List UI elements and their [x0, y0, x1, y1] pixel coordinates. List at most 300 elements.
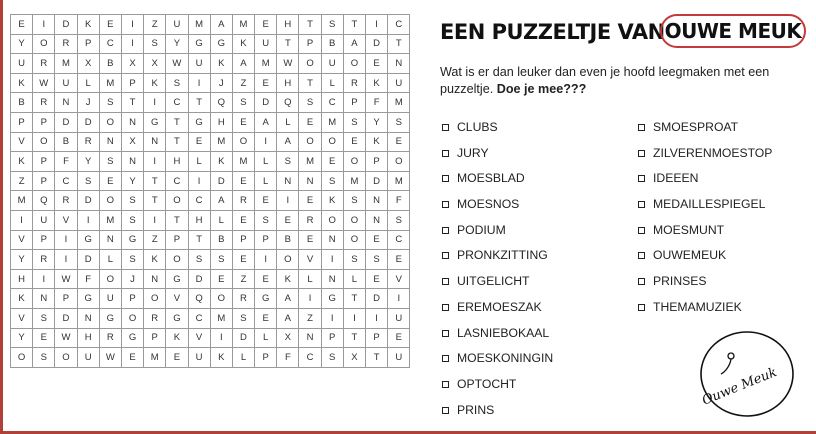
grid-cell[interactable]: O [99, 191, 121, 211]
grid-cell[interactable]: C [99, 34, 121, 54]
checkbox-icon[interactable] [442, 124, 449, 131]
grid-cell[interactable]: Y [11, 34, 33, 54]
grid-cell[interactable]: O [55, 348, 77, 368]
grid-cell[interactable]: M [255, 54, 277, 74]
grid-cell[interactable]: O [33, 34, 55, 54]
grid-cell[interactable]: M [343, 171, 365, 191]
grid-cell[interactable]: E [388, 328, 410, 348]
grid-cell[interactable]: K [366, 73, 388, 93]
grid-cell[interactable]: T [166, 210, 188, 230]
grid-cell[interactable]: P [11, 112, 33, 132]
grid-cell[interactable]: Y [11, 328, 33, 348]
checkbox-icon[interactable] [638, 252, 645, 259]
grid-cell[interactable]: E [11, 15, 33, 35]
grid-cell[interactable]: S [121, 191, 143, 211]
grid-cell[interactable]: W [277, 54, 299, 74]
grid-cell[interactable]: I [33, 269, 55, 289]
grid-cell[interactable]: K [232, 34, 254, 54]
grid-cell[interactable]: O [11, 348, 33, 368]
grid-cell[interactable]: I [33, 15, 55, 35]
grid-cell[interactable]: K [166, 328, 188, 348]
grid-cell[interactable]: I [55, 230, 77, 250]
grid-cell[interactable]: E [255, 269, 277, 289]
grid-cell[interactable]: B [210, 230, 232, 250]
grid-cell[interactable]: V [11, 132, 33, 152]
grid-cell[interactable]: U [33, 210, 55, 230]
grid-cell[interactable]: F [55, 152, 77, 172]
grid-cell[interactable]: A [277, 132, 299, 152]
grid-cell[interactable]: T [343, 328, 365, 348]
grid-cell[interactable]: U [77, 348, 99, 368]
grid-cell[interactable]: Z [299, 308, 321, 328]
grid-cell[interactable]: E [188, 132, 210, 152]
grid-cell[interactable]: U [255, 34, 277, 54]
grid-cell[interactable]: I [77, 210, 99, 230]
checkbox-icon[interactable] [442, 407, 449, 414]
grid-cell[interactable]: J [210, 73, 232, 93]
grid-cell[interactable]: M [144, 348, 166, 368]
grid-cell[interactable]: X [121, 132, 143, 152]
checkbox-icon[interactable] [442, 330, 449, 337]
grid-cell[interactable]: L [99, 250, 121, 270]
grid-cell[interactable]: A [255, 112, 277, 132]
grid-cell[interactable]: O [299, 54, 321, 74]
grid-cell[interactable]: M [99, 73, 121, 93]
grid-cell[interactable]: R [99, 328, 121, 348]
grid-cell[interactable]: D [55, 15, 77, 35]
grid-cell[interactable]: N [144, 132, 166, 152]
grid-cell[interactable]: W [55, 328, 77, 348]
grid-cell[interactable]: O [343, 210, 365, 230]
grid-cell[interactable]: S [388, 112, 410, 132]
grid-cell[interactable]: S [33, 348, 55, 368]
grid-cell[interactable]: E [366, 269, 388, 289]
grid-cell[interactable]: E [366, 230, 388, 250]
grid-cell[interactable]: K [366, 132, 388, 152]
grid-cell[interactable]: W [99, 348, 121, 368]
grid-cell[interactable]: P [121, 289, 143, 309]
grid-cell[interactable]: T [343, 15, 365, 35]
grid-cell[interactable]: M [388, 171, 410, 191]
grid-cell[interactable]: E [321, 152, 343, 172]
grid-cell[interactable]: G [188, 34, 210, 54]
grid-cell[interactable]: T [166, 112, 188, 132]
grid-cell[interactable]: Y [11, 250, 33, 270]
grid-cell[interactable]: K [277, 269, 299, 289]
grid-cell[interactable]: N [144, 269, 166, 289]
grid-cell[interactable]: C [388, 230, 410, 250]
grid-cell[interactable]: V [55, 210, 77, 230]
grid-cell[interactable]: M [321, 112, 343, 132]
grid-cell[interactable]: E [255, 15, 277, 35]
grid-cell[interactable]: I [188, 171, 210, 191]
grid-cell[interactable]: D [366, 171, 388, 191]
checkbox-icon[interactable] [638, 227, 645, 234]
grid-cell[interactable]: G [99, 308, 121, 328]
grid-cell[interactable]: S [188, 250, 210, 270]
grid-cell[interactable]: M [99, 210, 121, 230]
grid-cell[interactable]: J [121, 269, 143, 289]
grid-cell[interactable]: N [388, 54, 410, 74]
grid-cell[interactable]: M [188, 15, 210, 35]
grid-cell[interactable]: I [343, 308, 365, 328]
grid-cell[interactable]: E [99, 171, 121, 191]
grid-cell[interactable]: U [388, 308, 410, 328]
grid-cell[interactable]: N [99, 132, 121, 152]
grid-cell[interactable]: P [366, 152, 388, 172]
grid-cell[interactable]: I [144, 210, 166, 230]
grid-cell[interactable]: H [166, 152, 188, 172]
grid-cell[interactable]: C [166, 171, 188, 191]
grid-cell[interactable]: V [388, 269, 410, 289]
grid-cell[interactable]: U [188, 348, 210, 368]
grid-cell[interactable]: A [277, 289, 299, 309]
grid-cell[interactable]: O [343, 152, 365, 172]
grid-cell[interactable]: R [55, 34, 77, 54]
grid-cell[interactable]: O [166, 191, 188, 211]
grid-cell[interactable]: R [144, 308, 166, 328]
grid-cell[interactable]: E [388, 250, 410, 270]
grid-cell[interactable]: N [99, 230, 121, 250]
grid-cell[interactable]: G [188, 112, 210, 132]
grid-cell[interactable]: O [299, 132, 321, 152]
grid-cell[interactable]: S [166, 73, 188, 93]
grid-cell[interactable]: I [388, 289, 410, 309]
grid-cell[interactable]: S [299, 93, 321, 113]
grid-cell[interactable]: Y [77, 152, 99, 172]
grid-cell[interactable]: H [77, 328, 99, 348]
grid-cell[interactable]: P [33, 171, 55, 191]
grid-cell[interactable]: L [188, 152, 210, 172]
grid-cell[interactable]: P [343, 93, 365, 113]
checkbox-icon[interactable] [442, 355, 449, 362]
grid-cell[interactable]: P [77, 34, 99, 54]
checkbox-icon[interactable] [442, 201, 449, 208]
grid-cell[interactable]: P [232, 230, 254, 250]
grid-cell[interactable]: G [166, 308, 188, 328]
grid-cell[interactable]: D [188, 269, 210, 289]
grid-cell[interactable]: U [99, 289, 121, 309]
checkbox-icon[interactable] [442, 150, 449, 157]
grid-cell[interactable]: G [166, 269, 188, 289]
grid-cell[interactable]: K [144, 250, 166, 270]
grid-cell[interactable]: Q [33, 191, 55, 211]
grid-cell[interactable]: B [321, 34, 343, 54]
grid-cell[interactable]: I [255, 250, 277, 270]
checkbox-icon[interactable] [442, 175, 449, 182]
grid-cell[interactable]: Z [11, 171, 33, 191]
grid-cell[interactable]: P [255, 348, 277, 368]
grid-cell[interactable]: O [121, 308, 143, 328]
grid-cell[interactable]: S [321, 348, 343, 368]
grid-cell[interactable]: I [11, 210, 33, 230]
grid-cell[interactable]: T [188, 230, 210, 250]
grid-cell[interactable]: K [11, 289, 33, 309]
grid-cell[interactable]: Q [188, 289, 210, 309]
grid-cell[interactable]: G [210, 34, 232, 54]
grid-cell[interactable]: H [210, 112, 232, 132]
grid-cell[interactable]: E [232, 210, 254, 230]
grid-cell[interactable]: K [210, 152, 232, 172]
grid-cell[interactable]: R [33, 93, 55, 113]
grid-cell[interactable]: V [11, 308, 33, 328]
grid-cell[interactable]: O [343, 230, 365, 250]
grid-cell[interactable]: S [343, 250, 365, 270]
grid-cell[interactable]: E [277, 210, 299, 230]
grid-cell[interactable]: K [11, 152, 33, 172]
grid-cell[interactable]: E [232, 171, 254, 191]
grid-cell[interactable]: P [33, 152, 55, 172]
checkbox-icon[interactable] [638, 304, 645, 311]
grid-cell[interactable]: Y [121, 171, 143, 191]
grid-cell[interactable]: U [188, 54, 210, 74]
grid-cell[interactable]: M [210, 308, 232, 328]
grid-cell[interactable]: W [55, 269, 77, 289]
grid-cell[interactable]: C [55, 171, 77, 191]
grid-cell[interactable]: E [166, 348, 188, 368]
checkbox-icon[interactable] [442, 227, 449, 234]
grid-cell[interactable]: A [232, 54, 254, 74]
grid-cell[interactable]: G [255, 289, 277, 309]
grid-cell[interactable]: J [77, 93, 99, 113]
grid-cell[interactable]: S [144, 34, 166, 54]
grid-cell[interactable]: K [321, 191, 343, 211]
grid-cell[interactable]: B [99, 54, 121, 74]
grid-cell[interactable]: C [188, 308, 210, 328]
grid-cell[interactable]: N [277, 171, 299, 191]
grid-cell[interactable]: D [210, 171, 232, 191]
grid-cell[interactable]: O [232, 132, 254, 152]
grid-cell[interactable]: I [255, 132, 277, 152]
grid-cell[interactable]: T [299, 15, 321, 35]
grid-cell[interactable]: P [299, 34, 321, 54]
grid-cell[interactable]: D [55, 112, 77, 132]
grid-cell[interactable]: N [77, 308, 99, 328]
grid-cell[interactable]: Y [366, 112, 388, 132]
grid-cell[interactable]: N [321, 230, 343, 250]
grid-cell[interactable]: I [144, 93, 166, 113]
grid-cell[interactable]: C [321, 93, 343, 113]
grid-cell[interactable]: O [33, 132, 55, 152]
grid-cell[interactable]: T [366, 348, 388, 368]
grid-cell[interactable]: A [210, 191, 232, 211]
grid-cell[interactable]: P [33, 112, 55, 132]
grid-cell[interactable]: S [343, 112, 365, 132]
grid-cell[interactable]: E [255, 308, 277, 328]
grid-cell[interactable]: L [232, 348, 254, 368]
grid-cell[interactable]: S [232, 93, 254, 113]
grid-cell[interactable]: N [299, 171, 321, 191]
grid-cell[interactable]: O [99, 269, 121, 289]
grid-cell[interactable]: E [299, 191, 321, 211]
grid-cell[interactable]: O [343, 54, 365, 74]
grid-cell[interactable]: I [188, 73, 210, 93]
grid-cell[interactable]: D [77, 250, 99, 270]
grid-cell[interactable]: F [77, 269, 99, 289]
grid-cell[interactable]: G [121, 328, 143, 348]
grid-cell[interactable]: U [388, 348, 410, 368]
grid-cell[interactable]: I [277, 191, 299, 211]
grid-cell[interactable]: M [388, 93, 410, 113]
grid-cell[interactable]: A [210, 15, 232, 35]
grid-cell[interactable]: X [77, 54, 99, 74]
grid-cell[interactable]: S [277, 152, 299, 172]
grid-cell[interactable]: T [277, 34, 299, 54]
grid-cell[interactable]: X [343, 348, 365, 368]
grid-cell[interactable]: K [11, 73, 33, 93]
grid-cell[interactable]: D [255, 93, 277, 113]
grid-cell[interactable]: E [255, 191, 277, 211]
grid-cell[interactable]: L [77, 73, 99, 93]
grid-cell[interactable]: O [321, 132, 343, 152]
grid-cell[interactable]: S [321, 15, 343, 35]
grid-cell[interactable]: O [388, 152, 410, 172]
grid-cell[interactable]: R [55, 191, 77, 211]
grid-cell[interactable]: G [144, 112, 166, 132]
grid-cell[interactable]: V [299, 250, 321, 270]
grid-cell[interactable]: G [77, 230, 99, 250]
grid-cell[interactable]: U [321, 54, 343, 74]
grid-cell[interactable]: L [343, 269, 365, 289]
grid-cell[interactable]: B [55, 132, 77, 152]
grid-cell[interactable]: S [388, 210, 410, 230]
grid-cell[interactable]: E [232, 112, 254, 132]
grid-cell[interactable]: L [255, 171, 277, 191]
grid-cell[interactable]: P [255, 230, 277, 250]
grid-cell[interactable]: A [343, 34, 365, 54]
grid-cell[interactable]: N [121, 152, 143, 172]
grid-cell[interactable]: R [232, 191, 254, 211]
grid-cell[interactable]: S [77, 171, 99, 191]
grid-cell[interactable]: Z [144, 15, 166, 35]
grid-cell[interactable]: N [321, 269, 343, 289]
grid-cell[interactable]: I [121, 15, 143, 35]
grid-cell[interactable]: U [11, 54, 33, 74]
grid-cell[interactable]: E [121, 348, 143, 368]
grid-cell[interactable]: B [11, 93, 33, 113]
grid-cell[interactable]: K [77, 15, 99, 35]
grid-cell[interactable]: A [277, 308, 299, 328]
checkbox-icon[interactable] [638, 150, 645, 157]
grid-cell[interactable]: S [99, 93, 121, 113]
grid-cell[interactable]: E [366, 54, 388, 74]
grid-cell[interactable]: D [77, 112, 99, 132]
grid-cell[interactable]: S [33, 308, 55, 328]
grid-cell[interactable]: N [299, 328, 321, 348]
grid-cell[interactable]: I [121, 34, 143, 54]
grid-cell[interactable]: T [343, 289, 365, 309]
grid-cell[interactable]: R [33, 54, 55, 74]
grid-cell[interactable]: O [277, 250, 299, 270]
grid-cell[interactable]: H [11, 269, 33, 289]
grid-cell[interactable]: M [55, 54, 77, 74]
grid-cell[interactable]: O [166, 250, 188, 270]
grid-cell[interactable]: F [277, 348, 299, 368]
grid-cell[interactable]: G [121, 230, 143, 250]
grid-cell[interactable]: I [299, 289, 321, 309]
grid-cell[interactable]: X [121, 54, 143, 74]
grid-cell[interactable]: I [366, 308, 388, 328]
grid-cell[interactable]: H [277, 73, 299, 93]
grid-cell[interactable]: O [210, 289, 232, 309]
grid-cell[interactable]: U [55, 73, 77, 93]
grid-cell[interactable]: E [343, 132, 365, 152]
grid-cell[interactable]: K [210, 54, 232, 74]
grid-cell[interactable]: R [343, 73, 365, 93]
grid-cell[interactable]: S [210, 250, 232, 270]
grid-cell[interactable]: D [77, 191, 99, 211]
grid-cell[interactable]: I [366, 15, 388, 35]
grid-cell[interactable]: Y [166, 34, 188, 54]
checkbox-icon[interactable] [442, 252, 449, 259]
grid-cell[interactable]: E [299, 112, 321, 132]
grid-cell[interactable]: U [388, 73, 410, 93]
checkbox-icon[interactable] [638, 201, 645, 208]
grid-cell[interactable]: N [121, 112, 143, 132]
grid-cell[interactable]: G [77, 289, 99, 309]
checkbox-icon[interactable] [638, 124, 645, 131]
grid-cell[interactable]: S [99, 152, 121, 172]
grid-cell[interactable]: E [99, 15, 121, 35]
grid-cell[interactable]: M [232, 152, 254, 172]
grid-cell[interactable]: T [188, 93, 210, 113]
grid-cell[interactable]: E [210, 269, 232, 289]
grid-cell[interactable]: P [33, 230, 55, 250]
grid-cell[interactable]: T [144, 171, 166, 191]
grid-cell[interactable]: K [144, 73, 166, 93]
grid-cell[interactable]: T [121, 93, 143, 113]
grid-cell[interactable]: I [321, 250, 343, 270]
grid-cell[interactable]: T [299, 73, 321, 93]
grid-cell[interactable]: L [255, 328, 277, 348]
grid-cell[interactable]: D [366, 34, 388, 54]
grid-cell[interactable]: U [166, 15, 188, 35]
grid-cell[interactable]: C [299, 348, 321, 368]
grid-cell[interactable]: W [166, 54, 188, 74]
grid-cell[interactable]: N [366, 191, 388, 211]
grid-cell[interactable]: P [121, 73, 143, 93]
grid-cell[interactable]: N [366, 210, 388, 230]
grid-cell[interactable]: Q [277, 93, 299, 113]
grid-cell[interactable]: O [144, 289, 166, 309]
grid-cell[interactable]: L [210, 210, 232, 230]
grid-cell[interactable]: N [55, 93, 77, 113]
grid-cell[interactable]: E [388, 132, 410, 152]
grid-cell[interactable]: M [232, 15, 254, 35]
grid-cell[interactable]: F [388, 191, 410, 211]
grid-cell[interactable]: V [188, 328, 210, 348]
grid-cell[interactable]: C [188, 191, 210, 211]
grid-cell[interactable]: E [33, 328, 55, 348]
checkbox-icon[interactable] [442, 304, 449, 311]
checkbox-icon[interactable] [638, 175, 645, 182]
grid-cell[interactable]: R [299, 210, 321, 230]
grid-cell[interactable]: Q [210, 93, 232, 113]
grid-cell[interactable]: L [321, 73, 343, 93]
grid-cell[interactable]: L [299, 269, 321, 289]
grid-cell[interactable]: D [232, 328, 254, 348]
grid-cell[interactable]: E [232, 250, 254, 270]
grid-cell[interactable]: T [144, 191, 166, 211]
grid-cell[interactable]: S [232, 308, 254, 328]
grid-cell[interactable]: D [366, 289, 388, 309]
grid-cell[interactable]: V [11, 230, 33, 250]
grid-cell[interactable]: O [99, 112, 121, 132]
grid-cell[interactable]: I [144, 152, 166, 172]
grid-cell[interactable]: T [388, 34, 410, 54]
checkbox-icon[interactable] [638, 278, 645, 285]
grid-cell[interactable]: K [210, 348, 232, 368]
